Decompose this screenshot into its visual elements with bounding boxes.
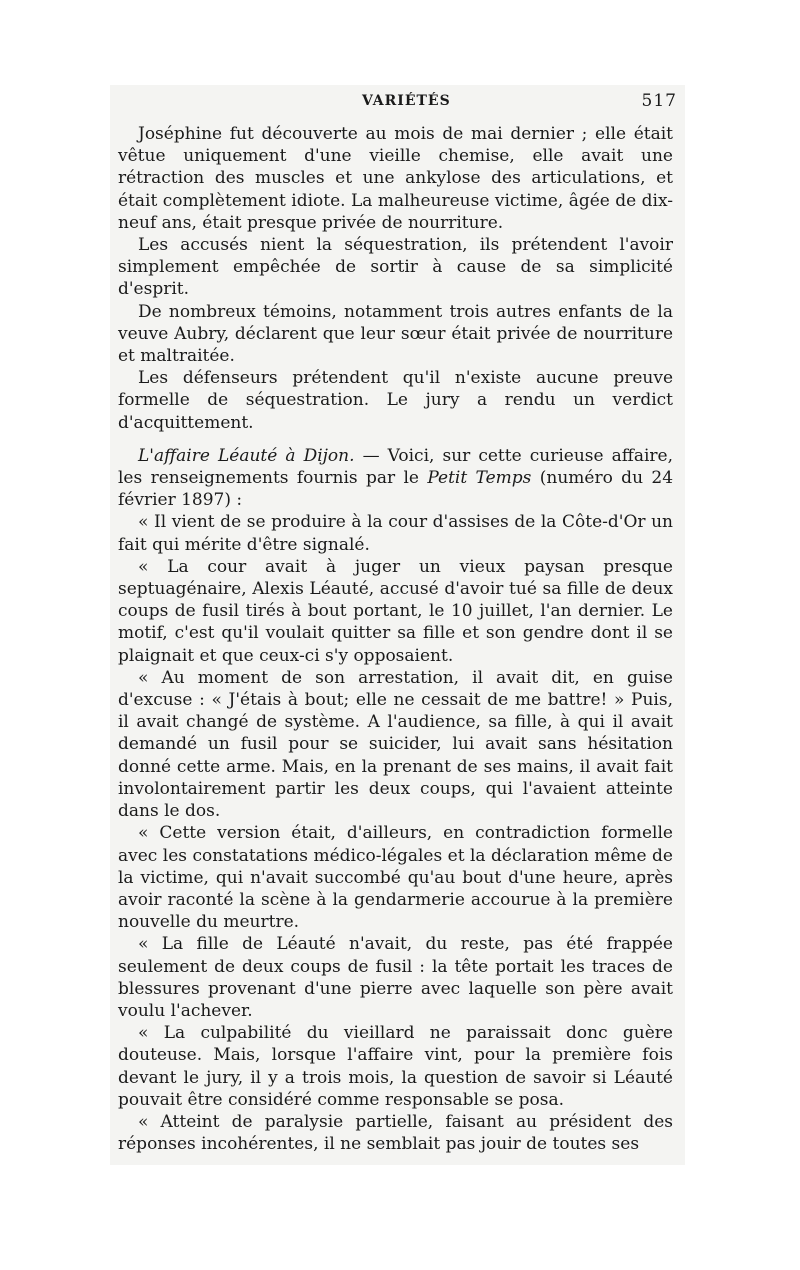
paragraph: Les défenseurs prétendent qu'il n'existe aucune preuve formelle de séquestration. Le jury a rendu un verdict d'acquittement.	[118, 368, 673, 433]
section-intro-before: Voici, sur cette curieuse affaire, les renseignements fournis par le	[118, 445, 673, 489]
quoted-paragraph: « La culpabilité du vieillard ne paraissait donc guère douteuse. Mais, lorsque l'affaire vint, pour la première fois devant le jury, il y a trois mois, la question de savoir si Léauté pouvait être considéré comme responsable se posa.	[118, 1023, 673, 1110]
book-page	[110, 85, 685, 1165]
quoted-paragraph: « Au moment de son arrestation, il avait dit, en guise d'excuse : « J'étais à bout; elle ne cessait de me battre! » Puis, il avait changé de système. A l'audience, sa fille, à qui il avait demandé un fusil pour se suicider, lui avait sans hésitation donné cette arme. Mais, en la prenant de ses mains, il avait fait involontairement partir les deux coups, qui l'avaient atteinte dans le dos.	[118, 667, 673, 822]
section-intro	[118, 445, 673, 512]
paragraph: Les accusés nient la séquestration, ils prétendent l'avoir simplement empêchée de sortir à cause de sa simplicité d'esprit.	[118, 235, 673, 300]
page-number: 517	[641, 91, 677, 111]
quoted-paragraph: « Il vient de se produire à la cour d'assises de la Côte-d'Or un fait qui mérite d'être signalé.	[118, 512, 673, 555]
body-text	[118, 123, 673, 1155]
section-intro-after: (numéro du 24 février 1897) :	[118, 468, 674, 511]
quoted-paragraph: « La fille de Léauté n'avait, du reste, pas été frappée seulement de deux coups de fusil : la tête portait les traces de blessures provenant d'une pierre avec laquelle son père avait voulu l'achever.	[118, 934, 673, 1021]
quoted-paragraph: « Atteint de paralysie partielle, faisant au président des réponses incohérentes, il ne semblait pas jouir de toutes ses	[118, 1111, 673, 1155]
section-title: L'affaire Léauté à Dijon.	[138, 445, 355, 466]
paragraph: Joséphine fut découverte au mois de mai dernier ; elle était vêtue uniquement d'une vieille chemise, elle avait une rétraction des muscles et une ankylose des articulations, et était complètement idiote. La malheureuse victime, âgée de dix-neuf ans, était presque privée de nourriture.	[118, 124, 673, 233]
quoted-paragraph: « La cour avait à juger un vieux paysan presque septuagénaire, Alexis Léauté, accusé d'avoir tué sa fille de deux coups de fusil tirés à bout portant, le 10 juillet, l'an dernier. Le motif, c'est qu'il voulait quitter sa fille et son gendre dont il se plaignait et que ceux-ci s'y opposaient.	[118, 556, 673, 666]
source-title: Petit Temps	[427, 468, 532, 489]
running-title: VARIÉTÉS	[362, 93, 451, 109]
section-dash: —	[354, 445, 388, 466]
paragraph: De nombreux témoins, notamment trois autres enfants de la veuve Aubry, déclarent que leur sœur était privée de nourriture et maltraitée.	[118, 301, 673, 367]
quoted-paragraph: « Cette version était, d'ailleurs, en contradiction formelle avec les constatations médico-légales et la déclaration même de la victime, qui n'avait succombé qu'au bout d'une heure, après avoir raconté la scène à la gendarmerie accourue à la première nouvelle du meurtre.	[118, 823, 673, 933]
page-header	[110, 93, 685, 115]
